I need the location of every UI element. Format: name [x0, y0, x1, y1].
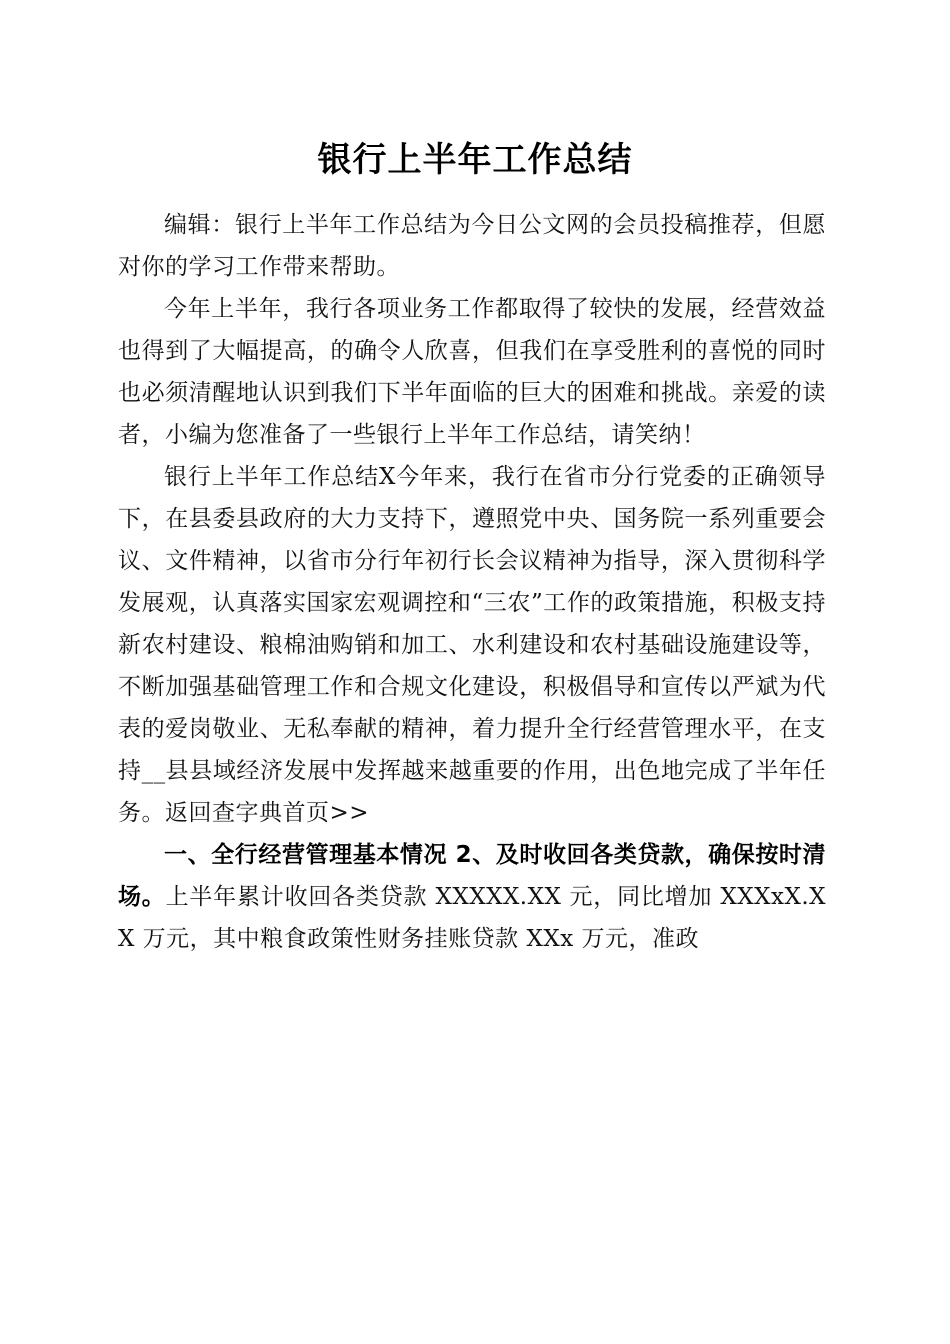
- section-heading: 一、全行经营管理基本情况 2、及时收回各类贷款，确保按时清场。: [118, 842, 826, 910]
- document-title: 银行上半年工作总结: [317, 140, 633, 180]
- intro-paragraph: 今年上半年，我行各项业务工作都取得了较快的发展，经营效益也得到了大幅提高，的确令人欣喜，但我们在享受胜利的喜悦的同时也必须清醒地认识到我们下半年面临的巨大的困难和挑战。亲爱的读者，小编为您准备了一些银行上半年工作总结，请笑纳！: [118, 296, 826, 448]
- summary-paragraph: 银行上半年工作总结X今年来，我行在省市分行党委的正确领导下，在县委县政府的大力支持下，遵照党中央、国务院一系列重要会议、文件精神，以省市分行年初行长会议精神为指导，深入贯彻科学发展观，认真落实国家宏观调控和“三农”工作的政策措施，积极支持新农村建设、粮棉油购销和加工、水利建设和农村基础设施建设等，不断加强基础管理工作和合规文化建设，积极倡导和宣传以严斌为代表的爱岗敬业、无私奉献的精神，着力提升全行经营管理水平，在支持__县县域经济发展中发挥越来越重要的作用，出色地完成了半年任务。返回查字典首页>>: [118, 464, 826, 826]
- document-body: [118, 204, 826, 960]
- editor-note-paragraph: 编辑：银行上半年工作总结为今日公文网的会员投稿推荐，但愿对你的学习工作带来帮助。: [118, 212, 826, 280]
- section-paragraph: [118, 834, 826, 960]
- section-text: 上半年累计收回各类贷款 XXXXX.XX 元，同比增加 XXXxX.XX 万元，其中粮食政策性财务挂账贷款 XXx 万元，准政: [118, 884, 827, 952]
